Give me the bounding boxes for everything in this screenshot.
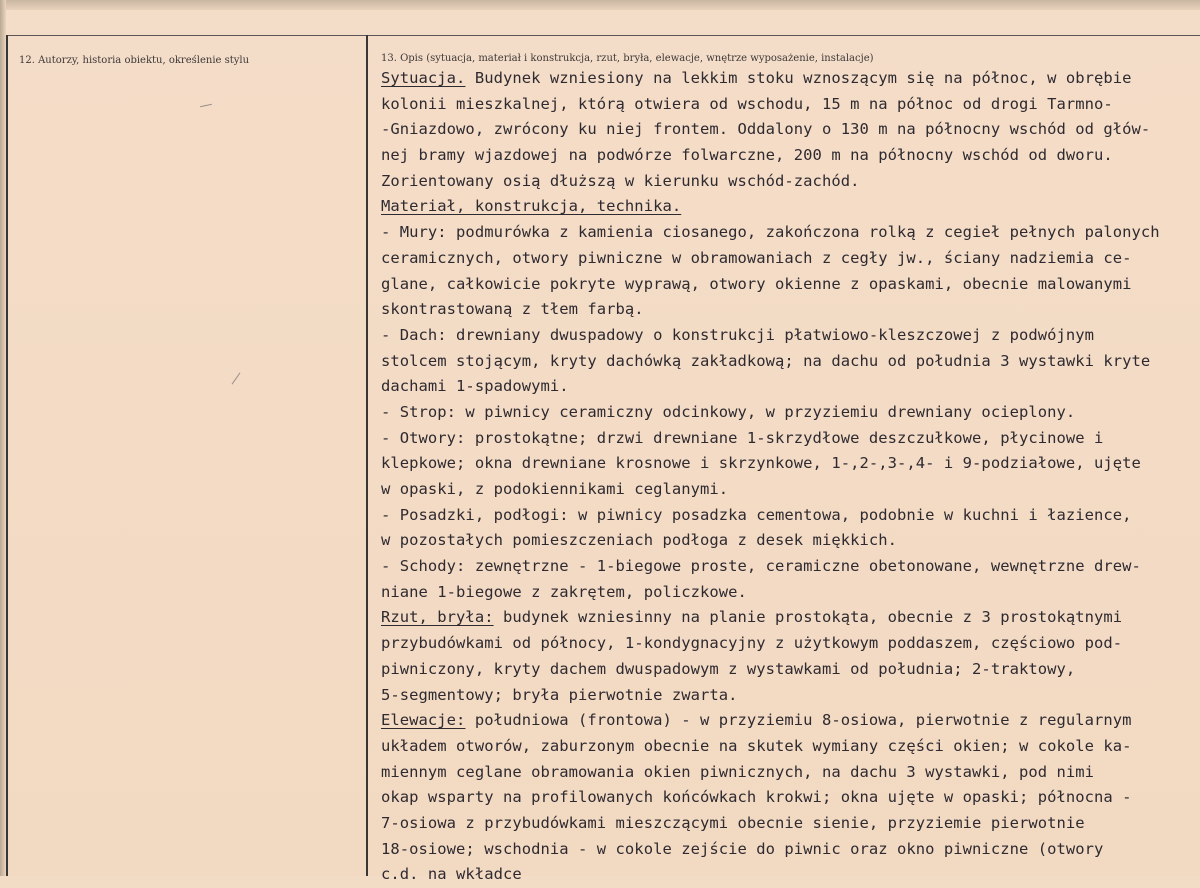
field-12-label: 12. Autorzy, historia obiektu, określenie stylu [19,55,250,66]
line-text: nej bramy wjazdowej na podwórze folwarczne, 200 m na północny wschód od dworu. [381,146,1113,165]
description-line [381,297,1200,323]
pen-mark [232,372,241,384]
line-text: dachami 1-spadowymi. [381,377,569,396]
line-text: - Mury: podmurówka z kamienia ciosanego, zakończona rolką z cegieł pełnych palonych [381,223,1160,242]
description-line [381,169,1200,195]
line-text: południowa (frontowa) - w przyziemiu 8-osiowa, pierwotnie z regularnym [465,711,1132,730]
section-heading: Materiał, konstrukcja, technika. [381,197,682,216]
pen-mark [200,104,212,107]
line-text: - Otwory: prostokątne; drzwi drewniane 1-skrzydłowe deszczułkowe, płycinowe i [381,428,1104,447]
description-line [381,143,1200,169]
description-line [381,272,1200,298]
line-text: - Strop: w piwnicy ceramiczny odcinkowy, w przyziemiu drewniany ocieplony. [381,402,1076,421]
line-text: układem otworów, zaburzonym obecnie na skutek wymiany części okien; w cokole ka- [381,736,1132,755]
line-text: skontrastowaną z tłem farbą. [381,300,644,319]
line-text: niane 1-biegowe z zakrętem, policzkowe. [381,582,747,601]
description-line [381,580,1200,606]
description-line [381,785,1200,811]
description-line [381,194,1200,220]
description-line [381,554,1200,580]
line-text: kolonii mieszkalnej, którą otwiera od wschodu, 15 m na północ od drogi Tarmno- [381,94,1113,113]
line-text: piwniczony, kryty dachem dwuspadowym z wystawkami od południa; 2-traktowy, [381,659,1076,678]
description-line [381,400,1200,426]
line-text: - Schody: zewnętrzne - 1-biegowe proste, ceramiczne obetonowane, wewnętrzne drew- [381,557,1141,576]
description-line [381,837,1200,863]
description-line [381,92,1200,118]
line-text: w pozostałych pomieszczeniach podłoga z desek miękkich. [381,531,897,550]
line-text: Budynek wzniesiony na lekkim stoku wznoszącym się na północ, w obrębie [465,69,1132,87]
description-line [381,66,1200,92]
description-line [381,246,1200,272]
line-text: - Dach: drewniany dwuspadowy o konstrukcji płatwiowo-kleszczowej z podwójnym [381,325,1095,344]
line-text: w opaski, z podokiennikami ceglanymi. [381,480,729,498]
description-line [381,631,1200,657]
description-text [381,66,1200,888]
description-line [381,708,1200,734]
description-line [381,760,1200,786]
line-text: budynek wzniesinny na planie prostokąta, obecnie z 3 prostokątnymi [493,608,1123,627]
description-line [381,862,1200,888]
line-text: c.d. na wkładce [381,865,522,884]
description-line [381,349,1200,375]
description-line [381,605,1200,631]
line-text: - Posadzki, podłogi: w piwnicy posadzka cementowa, podobnie w kuchni i łazience, [381,505,1132,524]
line-text: klepkowe; okna drewniane krosnowe i skrzynkowe, 1-,2-,3-,4- i 9-podziałowe, ujęte [381,454,1141,473]
line-text: Zorientowany osią dłuższą w kierunku wschód-zachód. [381,171,860,190]
line-text: miennym ceglane obramowania okien piwnicznych, na dachu 3 wystawki, pod nimi [381,762,1095,781]
description-line [381,451,1200,477]
section-heading: Sytuacja. [381,69,466,87]
line-text: stolcem stojącym, kryty dachówką zakładkową; na dachu od południa 3 wystawki kryte [381,351,1151,370]
line-text: 7-osiowa z przybudówkami mieszczącymi obecnie sienie, przyziemie pierwotnie [381,813,1085,832]
description-line [381,374,1200,400]
line-text: 18-osiowe; wschodnia - w cokole zejście do piwnic oraz okno piwniczne (otwory [381,839,1104,858]
field-13-label: 13. Opis (sytuacja, materiał i konstrukcja, rzut, bryła, elewacje, wnętrze wyposażenie, instalacje) [381,53,874,64]
line-text: 5-segmentowy; bryła pierwotnie zwarta. [381,685,738,704]
description-line [381,426,1200,452]
description-line [381,477,1200,503]
paper-edge-top [0,0,1200,10]
form-top-rule [6,35,1200,36]
description-line [381,657,1200,683]
line-text: -Gniazdowo, zwrócony ku niej frontem. Oddalony o 130 m na północny wschód od głów- [381,120,1151,139]
line-text: okap wsparty na profilowanych końcówkach krokwi; okna ujęte w opaski; północna - [381,788,1132,807]
line-text: glane, całkowicie pokryte wyprawą, otwory okienne z opaskami, obecnie malowanymi [381,274,1132,293]
description-line [381,503,1200,529]
description-line [381,220,1200,246]
description-line [381,683,1200,709]
description-line [381,734,1200,760]
line-text: przybudówkami od północy, 1-kondygnacyjny z użytkowym poddaszem, częściowo pod- [381,634,1123,653]
section-heading: Elewacje: [381,711,466,730]
line-text: ceramicznych, otwory piwniczne w obramowaniach z cegły jw., ściany nadziemia ce- [381,248,1132,267]
form-column-divider [366,35,368,876]
form-left-rule [6,35,8,876]
description-line [381,811,1200,837]
description-line [381,528,1200,554]
description-line [381,117,1200,143]
description-line [381,323,1200,349]
section-heading: Rzut, bryła: [381,608,494,627]
